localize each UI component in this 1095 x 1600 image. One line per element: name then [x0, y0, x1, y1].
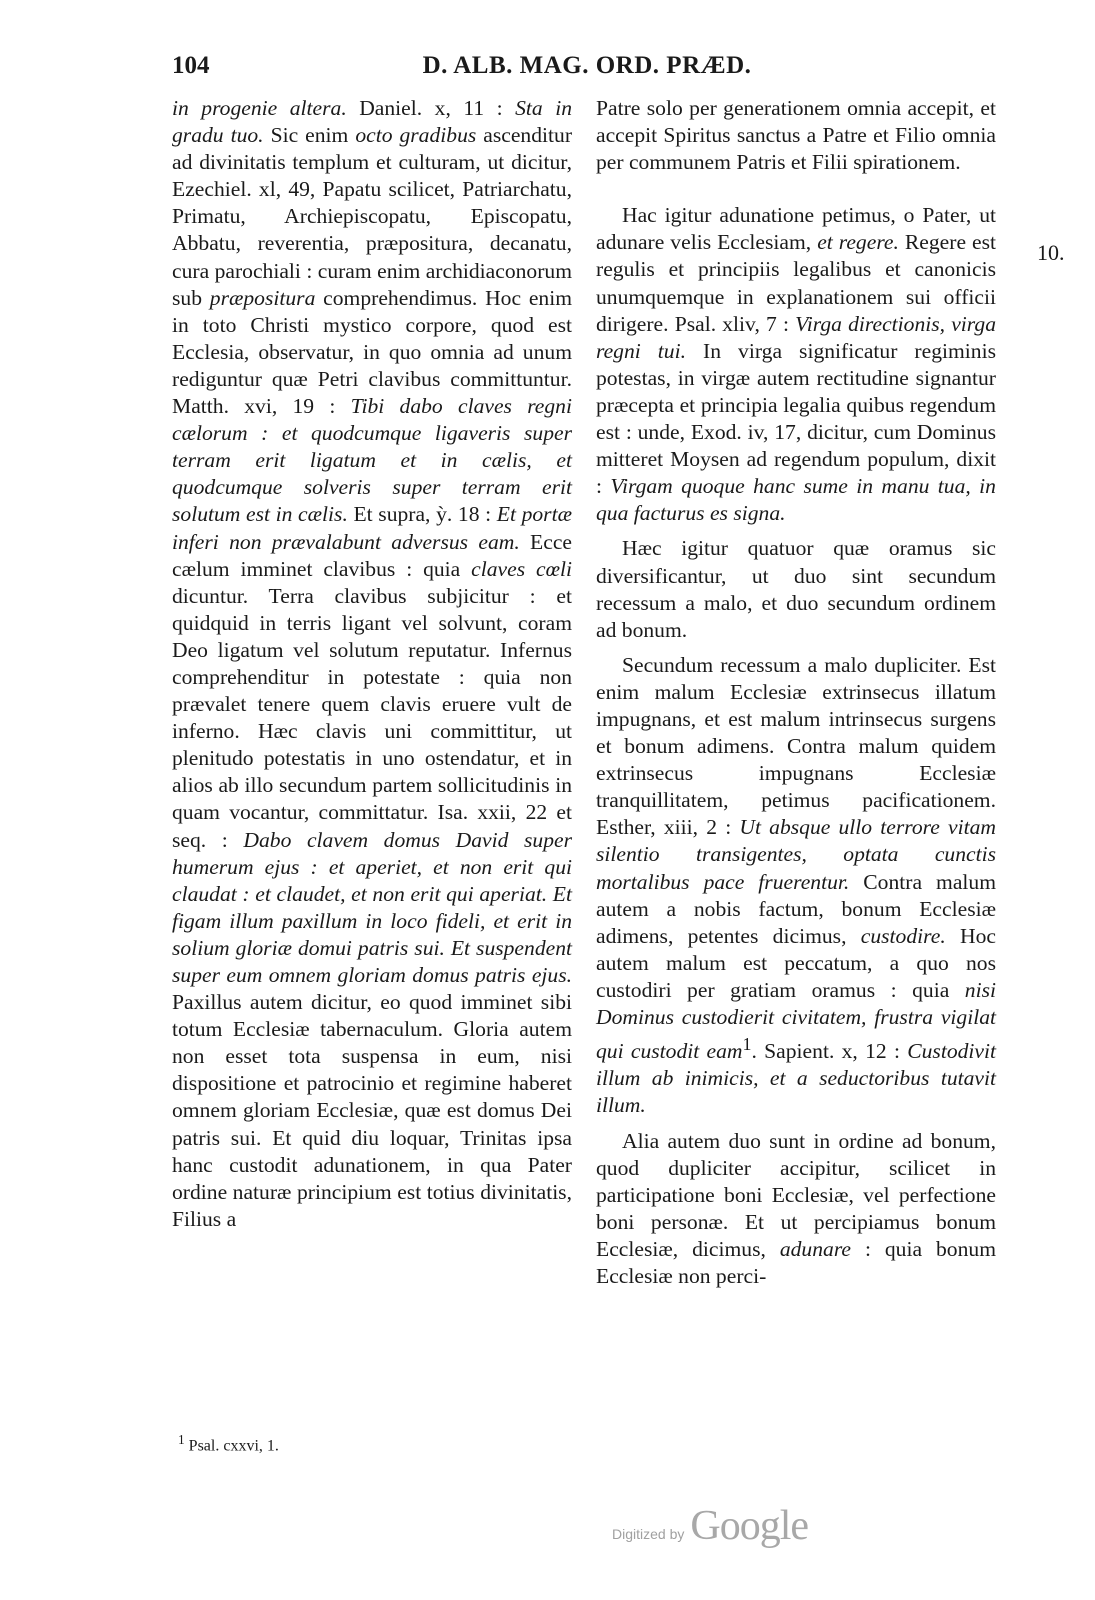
- italic-span: Et portæ inferi non prævalabunt adversus eam.: [172, 502, 572, 554]
- italic-span: Custodivit illum ab inimicis, et a seductoribus tutavit illum.: [596, 1039, 996, 1118]
- paragraph-3: [596, 535, 996, 643]
- text-span: Ecce cælum imminet clavibus : quia: [172, 529, 572, 581]
- running-header: [172, 52, 1002, 86]
- italic-span: Dabo clavem domus David super humerum ejus : et aperiet, et non erit qui claudat : et claudet, et non erit qui aperiat. Et figam illum paxillum in loco fideli, et erit in solium gloriæ domui patris sui. Et suspendent super eum omnem gloriam domus patris ejus.: [172, 827, 573, 987]
- italic-span: Tibi dabo claves regni cælorum : et quodcumque ligaveris super terram erit ligatum et in cælis, et quodcumque solveris super terram erit solutum est in cælis.: [172, 394, 572, 527]
- italic-span: præpositura: [209, 285, 316, 310]
- paragraph-1: [596, 95, 996, 176]
- text-span: ascenditur ad divinitatis templum et culturam, ut dicitur, Ezechiel. xl, 49, Papatu scilicet, Patriarchatu, Primatu, Archiepiscopatu, Episcopatu, Abbatu, reverentia, præpositura, decanatu, cura parochiali : curam enim archidiaconorum sub: [172, 123, 573, 310]
- text-span: Daniel. x, 11 :: [346, 96, 516, 120]
- italic-span: claves cœli: [471, 556, 573, 581]
- right-column: [596, 95, 996, 1290]
- text-span: Contra malum autem a nobis factum, bonum Ecclesiæ adimens, petentes dicimus,: [596, 869, 997, 948]
- text-span: Hac igitur adunatione petimus, o Pater, ut adunare velis Ecclesiam,: [596, 203, 996, 255]
- text-span: : quia bonum Ecclesiæ non perci-: [596, 1236, 996, 1289]
- left-column: [172, 95, 572, 1233]
- text-span: Hoc autem malum est peccatum, a quo nos custodiri per gratiam oramus : quia: [596, 923, 996, 1002]
- digitized-label: Digitized by: [612, 1526, 685, 1542]
- italic-span: nisi Dominus custodierit civitatem, frustra vigilat qui custodit eam: [596, 977, 996, 1064]
- italic-span: custodire.: [860, 923, 946, 948]
- text-span: . Sapient. x, 12 :: [751, 1039, 908, 1064]
- text-span: Sic enim: [263, 123, 356, 148]
- footnote: [178, 1432, 279, 1455]
- left-column-text: [172, 95, 572, 1233]
- text-span: Patre solo per generationem omnia accepit, et accepit Spiritus sanctus a Patre et Filio omnia per communem Patris et Filii spirationem.: [596, 96, 996, 175]
- footnote-text: Psal. cxxvi, 1.: [184, 1437, 279, 1455]
- italic-span: octo gradibus: [355, 123, 477, 148]
- italic-span: Virga directionis, virga regni tui.: [596, 311, 996, 363]
- italic-span: Sta in gradu tuo.: [172, 96, 573, 148]
- text-span: In virga significatur regiminis potestas, in virgæ autem rectitudine signantur præcepta et principia legalia quibus regendum est : unde, Exod. iv, 17, dicitur, cum Dominus mitteret Moysen ad regendum populum, dixit :: [596, 338, 996, 499]
- text-span: Et supra, ỳ. 18 :: [347, 502, 497, 527]
- paragraph-2: [596, 202, 996, 527]
- page-number: 104: [172, 52, 210, 79]
- text-span: comprehendimus. Hoc enim in toto Christi mystico corpore, quod est Ecclesia, observatur, in quo omnia ad unum rediguntur quæ Petri clavibus committuntur. Matth. xvi, 19 :: [172, 285, 572, 419]
- text-span: Secundum recessum a malo dupliciter. Est enim malum Ecclesiæ extrinsecus illatum impugnans, et est malum intrinsecus surgens et bonum adimens. Contra malum quidem extrinsecus impugnans Ecclesiæ tranquillitatem, petimus pacificationem. Esther, xiii, 2 :: [596, 652, 996, 840]
- text-span: dicuntur. Terra clavibus subjicitur : et quidquid in terris ligant vel solvunt, coram Deo ligatum vel solutum reputatur. Infernus comprehenditur in potestate : quia non prævalet tenere quem clavis eruere vult de inferno. Hæc clavis uni committitur, ut plenitudo potestatis in uno ostendatur, et in alios ab illo secundum partem sollicitudinis in quam vocantur, committatur. Isa. xxii, 22 et seq. :: [172, 583, 572, 852]
- italic-span: Virgam quoque hanc sume in manu tua, in qua facturus es signa.: [596, 474, 996, 526]
- google-logo: Google: [690, 1503, 809, 1549]
- footnote-ref: 1: [742, 1034, 752, 1055]
- italic-span: et regere.: [817, 230, 899, 255]
- paragraph-4: [596, 652, 996, 1120]
- margin-section-number: 10.: [1037, 240, 1065, 265]
- text-span: Hæc igitur quatuor quæ oramus sic diversificantur, ut duo sint secundum recessum a malo, et duo secundum ordinem ad bonum.: [596, 536, 996, 642]
- italic-span: Ut absque ullo terrore vitam silentio transigentes, optata cunctis mortalibus pace fruerentur.: [596, 815, 996, 894]
- footnote-marker: 1: [178, 1432, 185, 1447]
- running-title: D. ALB. MAG. ORD. PRÆD.: [422, 52, 752, 79]
- text-span: Regere est regulis et principiis legalibus et canonicis unumquemque in explanationem sui officii dirigere. Psal. xliv, 7 :: [596, 230, 996, 336]
- paragraph-5: [596, 1128, 996, 1291]
- text-span: Alia autem duo sunt in ordine ad bonum, quod dupliciter accipitur, scilicet in participatione boni Ecclesiæ, vel perfectione boni personæ. Et ut percipiamus bonum Ecclesiæ, dicimus,: [596, 1128, 996, 1261]
- italic-span: in progenie altera.: [172, 96, 347, 120]
- text-span: Paxillus autem dicitur, eo quod imminet sibi totum Ecclesiæ tabernaculum. Gloria autem non esset tota suspensa in eum, nisi dispositione et patrocinio et regimine haberet omnem gloriam Ecclesiæ, quæ est domus Dei patris sui. Et quid diu loquar, Trinitas ipsa hanc custodit adunationem, in qua Pater ordine naturæ principium est totius divinitatis, Filius a: [172, 990, 572, 1231]
- digitized-watermark: [612, 1502, 808, 1550]
- italic-span: adunare: [779, 1236, 851, 1261]
